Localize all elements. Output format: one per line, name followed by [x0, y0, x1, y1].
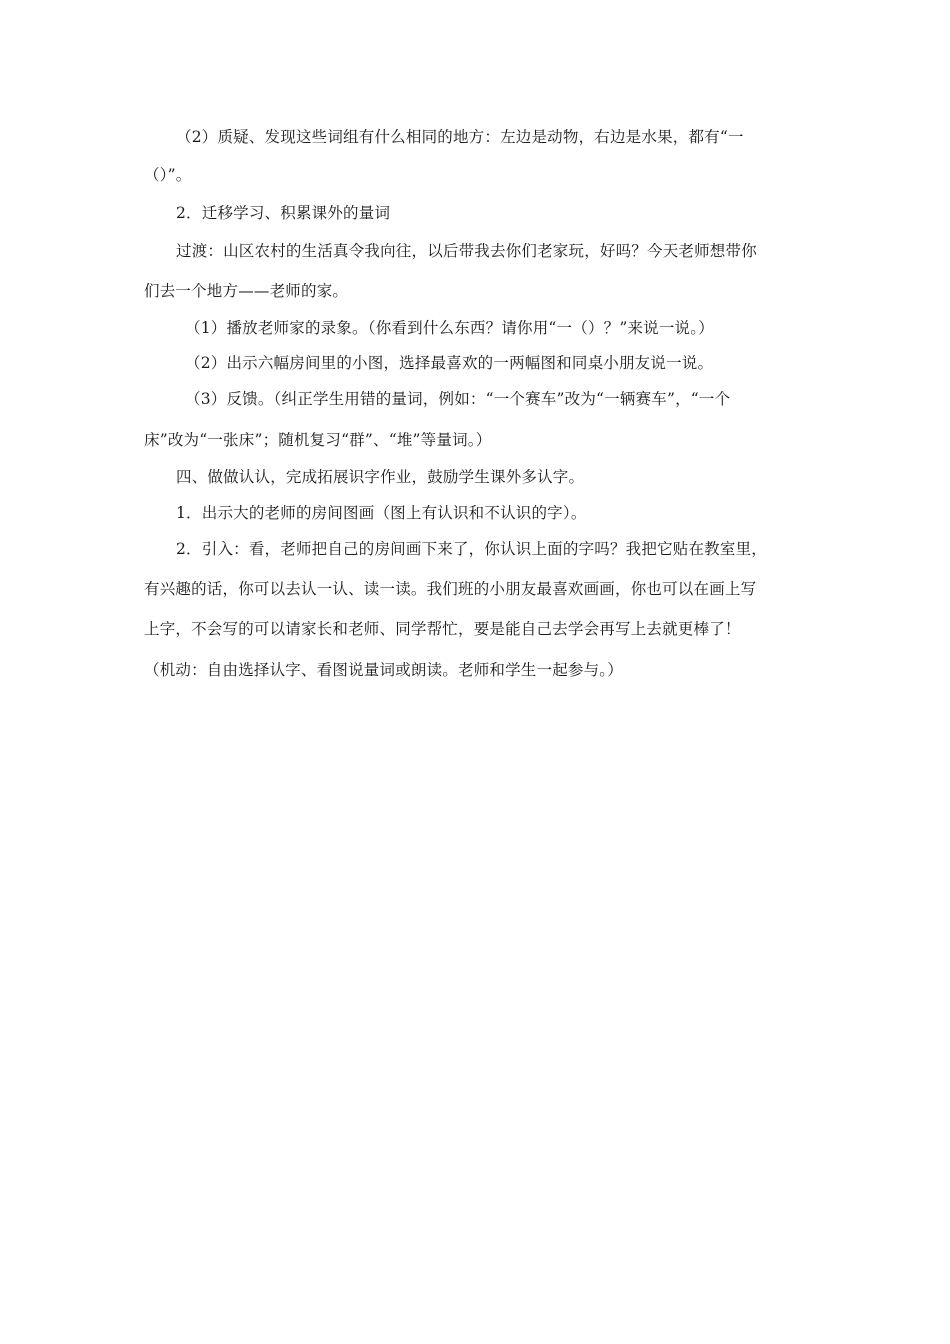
paragraph-line: （机动：自由选择认字、看图说量词或朗读。老师和学生一起参与。） [144, 661, 623, 679]
paragraph-line: 1．出示大的老师的房间图画（图上有认识和不认识的字）。 [176, 504, 587, 522]
section-heading: 四、做做认认，完成拓展识字作业，鼓励学生课外多认字。 [176, 468, 585, 486]
paragraph-line: （3）反馈。（纠正学生用错的量词，例如：“一个赛车”改为“一辆赛车”，“一个 [185, 390, 731, 408]
paragraph-line: （2）出示六幅房间里的小图，选择最喜欢的一两幅图和同桌小朋友说一说。 [185, 354, 714, 372]
paragraph-line: （）”。 [144, 166, 192, 184]
section-heading: 2．迁移学习、积累课外的量词 [176, 204, 391, 222]
paragraph-line: 有兴趣的话，你可以去认一认、读一读。我们班的小朋友最喜欢画画，你也可以在画上写 [144, 580, 757, 598]
paragraph-line: 过渡：山区农村的生活真令我向往，以后带我去你们老家玩，好吗？今天老师想带你 [176, 242, 757, 260]
paragraph-line: 床”改为“一张床”；随机复习“群”、“堆”等量词。） [144, 431, 492, 449]
paragraph-line: （2）质疑、发现这些词组有什么相同的地方：左边是动物，右边是水果，都有“一 [176, 128, 744, 146]
paragraph-line: 上字，不会写的可以请家长和老师、同学帮忙，要是能自己去学会再写上去就更棒了！ [144, 620, 741, 638]
paragraph-line: 们去一个地方——老师的家。 [144, 282, 349, 300]
paragraph-line: 2．引入：看，老师把自己的房间画下来了，你认识上面的字吗？我把它贴在教室里， [176, 540, 767, 558]
paragraph-line: （1）播放老师家的录象。（你看到什么东西？请你用“一（）？”来说一说。） [185, 319, 714, 337]
